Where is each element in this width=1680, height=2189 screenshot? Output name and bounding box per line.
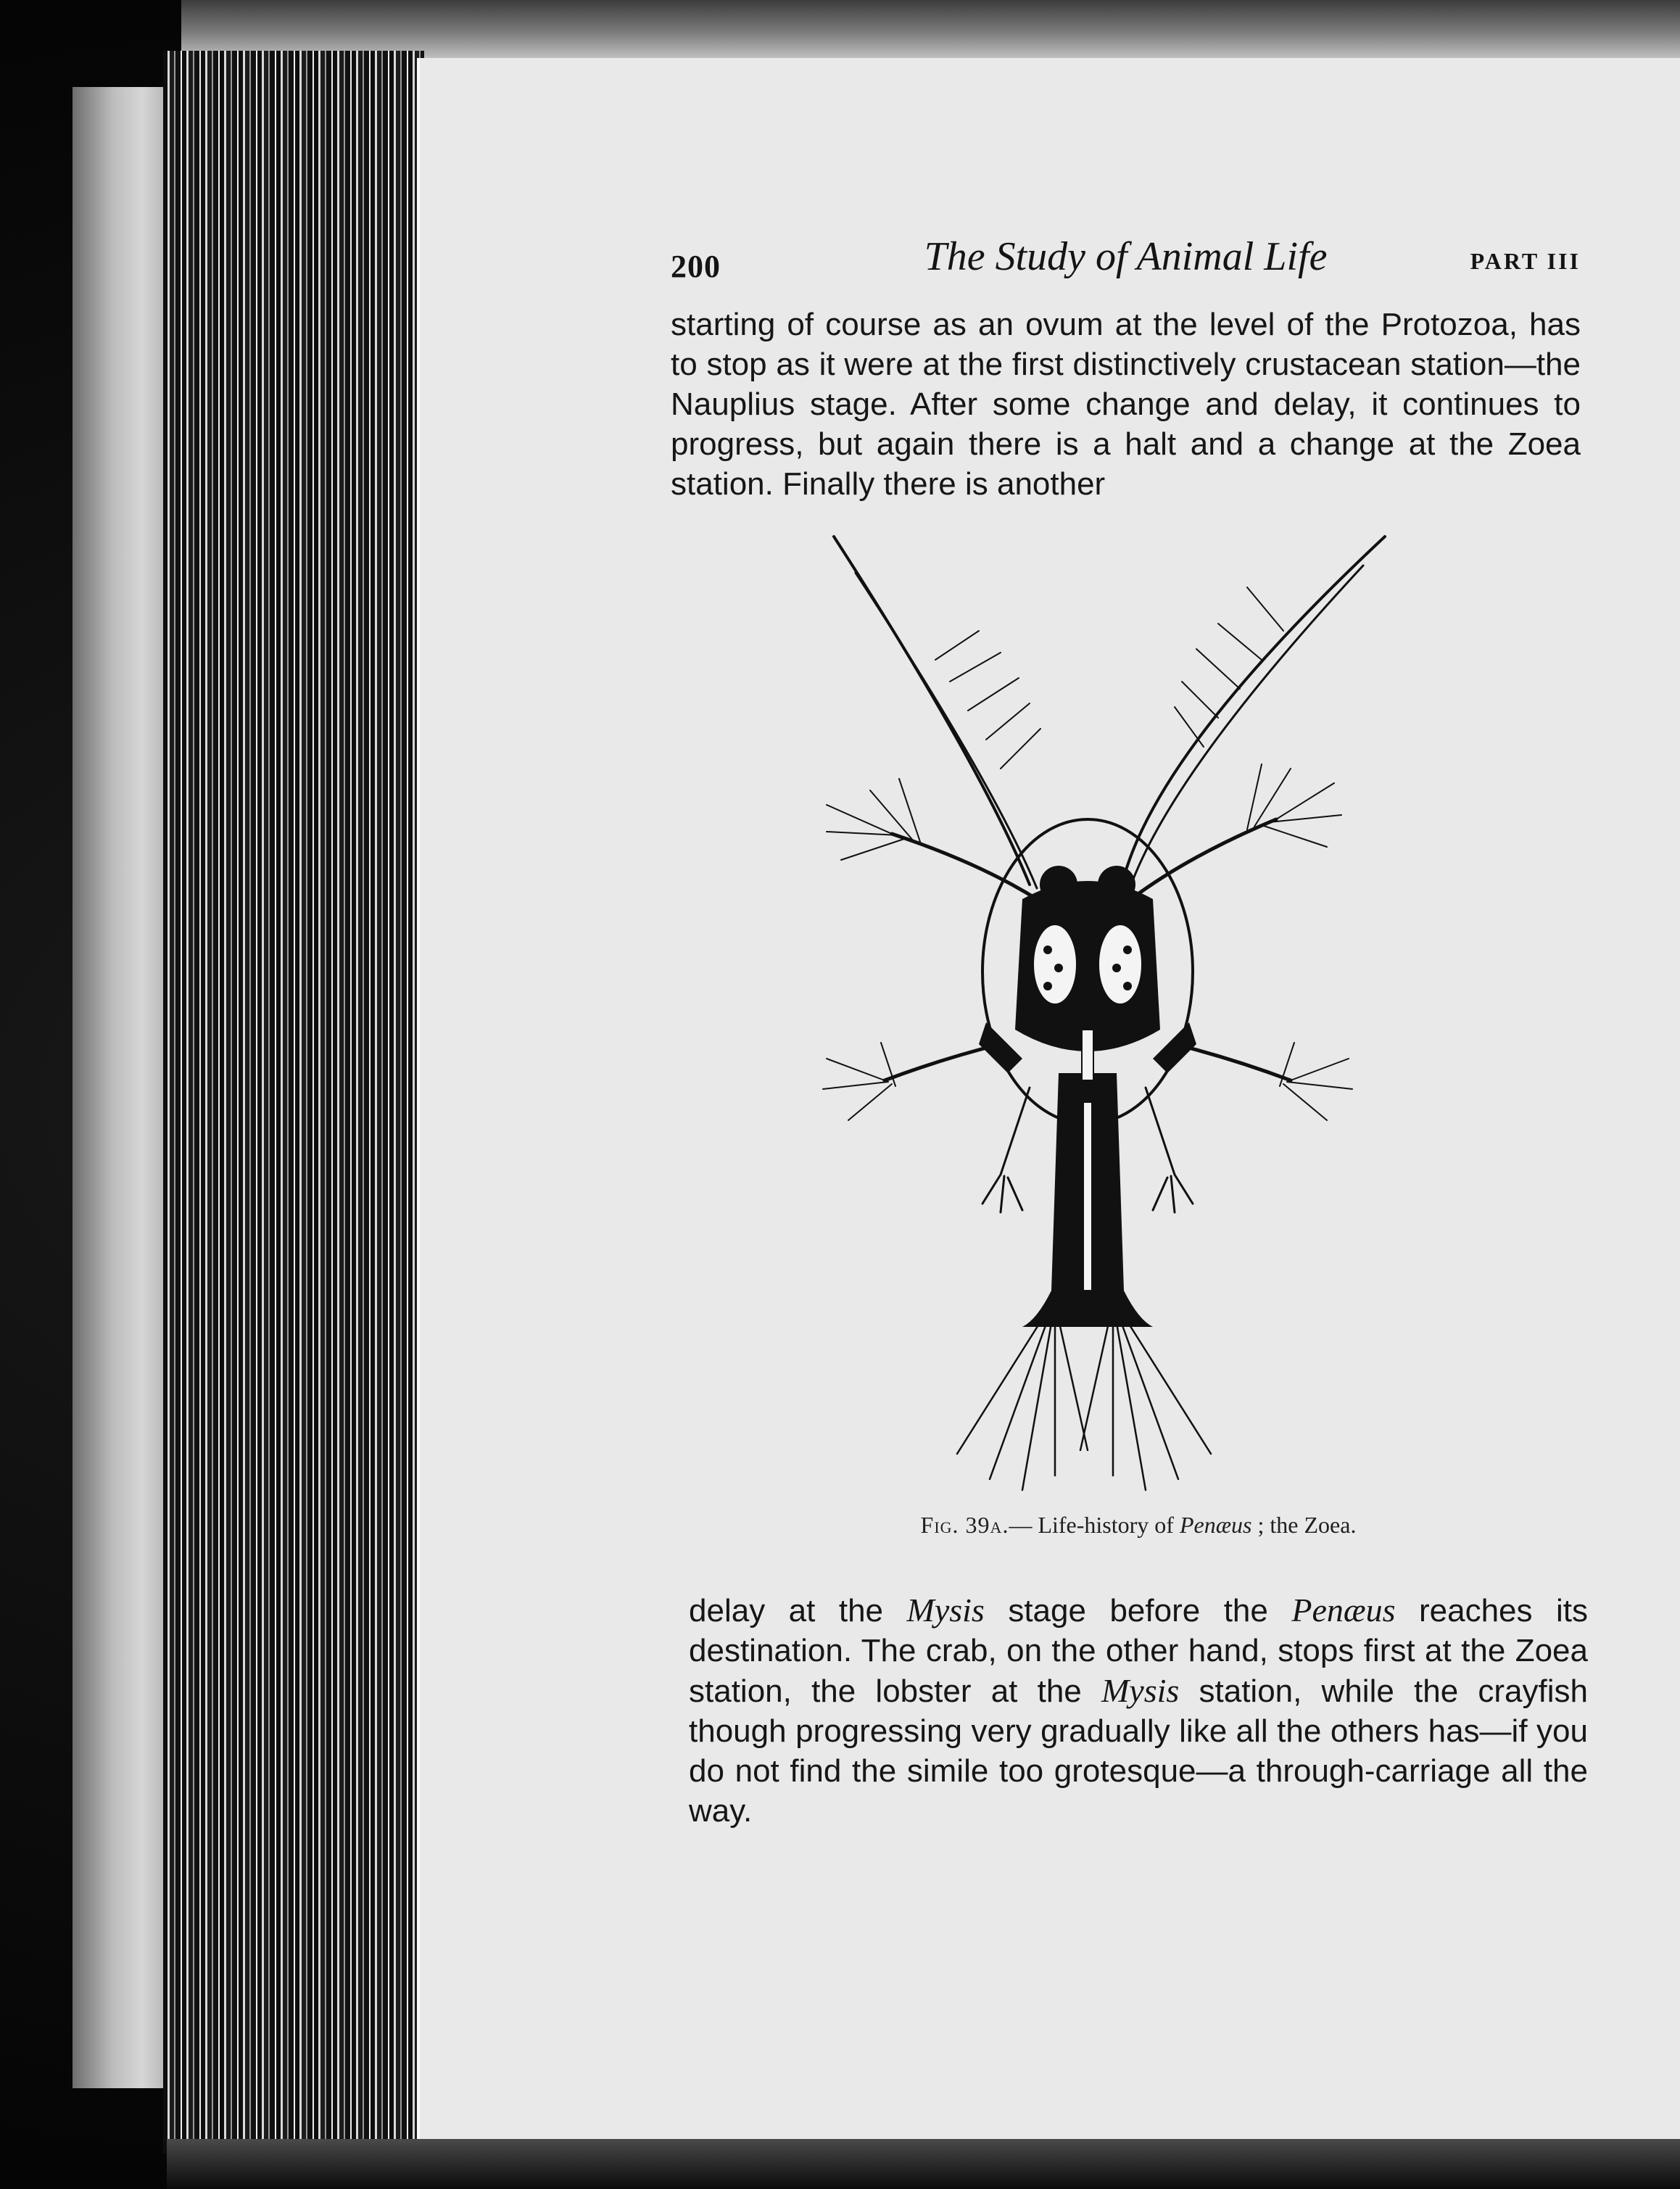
running-head bbox=[671, 233, 1581, 291]
paragraph-bottom bbox=[689, 1590, 1588, 1831]
paragraph-bottom-text-1: delay at the bbox=[689, 1593, 907, 1629]
figure-label: Fig. 39a. bbox=[920, 1512, 1009, 1538]
book-top-edge bbox=[181, 0, 1680, 58]
caption-text: — Life-history of bbox=[1009, 1512, 1180, 1538]
figure-caption bbox=[725, 1512, 1552, 1539]
page-number: 200 bbox=[671, 249, 721, 284]
paragraph-bottom-text-3: reaches its destination. The crab, on the other hand, stops first at the Zoea station, the lobster at the bbox=[689, 1593, 1588, 1709]
caption-genus: Penæus bbox=[1179, 1512, 1252, 1538]
paragraph-bottom-text-4: station, while the crayfish though progressing very gradually like all the others has—if you do not find the simile too grotesque—a through-carriage all the way. bbox=[689, 1673, 1588, 1829]
italic-mysis-1: Mysis bbox=[906, 1592, 985, 1629]
bottom-shadow bbox=[167, 2139, 1680, 2189]
paragraph-top: starting of course as an ovum at the level of the Protozoa, has to stop as it were at the first distinctively crustacean station—the Nauplius stage. After some change and delay, it continues to progress, but again there is a halt and a change at the Zoea station. Finally there is another bbox=[671, 307, 1581, 502]
running-title: The Study of Animal Life bbox=[924, 234, 1328, 279]
part-label: PART III bbox=[1470, 248, 1581, 274]
paragraph-bottom-text-2: stage before the bbox=[984, 1593, 1292, 1629]
caption-text-end: ; the Zoea. bbox=[1251, 1512, 1357, 1538]
italic-mysis-2: Mysis bbox=[1101, 1672, 1180, 1709]
zoea-illustration bbox=[812, 522, 1450, 1508]
italic-penaeus: Penæus bbox=[1291, 1592, 1396, 1629]
page-stack-edges bbox=[163, 51, 424, 2153]
